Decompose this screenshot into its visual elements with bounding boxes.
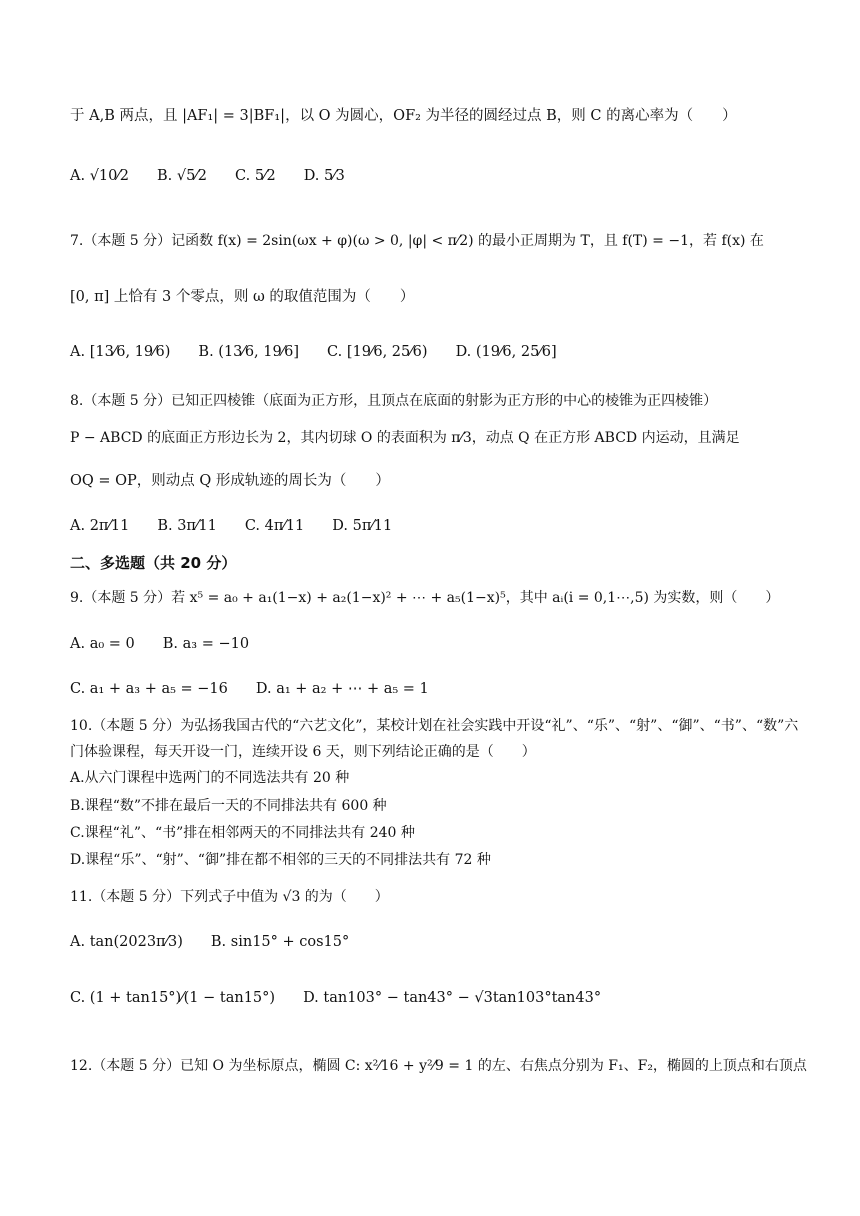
q9-option-a: A. a₀ = 0 [70, 636, 135, 652]
q7-option-c: C. [19⁄6, 25⁄6) [327, 344, 428, 360]
q11-option-d: D. tan103° − tan43° − √3tan103°tan43° [303, 990, 602, 1006]
section-heading-multi-choice: 二、多选题（共 20 分） [70, 554, 237, 572]
q9-stem: 9.（本题 5 分）若 x⁵ = a₀ + a₁(1−x) + a₂(1−x)² + ⋯ + a₅(1−x)⁵，其中 aᵢ(i = 0,1⋯,5) 为实数，则（ ） [70, 590, 780, 606]
q9-option-d: D. a₁ + a₂ + ⋯ + a₅ = 1 [255, 681, 429, 697]
q8-option-a: A. 2π⁄11 [70, 518, 130, 534]
q7-option-d: D. (19⁄6, 25⁄6] [455, 344, 557, 360]
q8-stem-line1: 8.（本题 5 分）已知正四棱锥（底面为正方形，且顶点在底面的射影为正方形的中心的棱锥为正四棱锥） [70, 393, 718, 409]
q11-option-c: C. (1 + tan15°)⁄(1 − tan15°) [70, 990, 276, 1006]
q6-option-c: C. 5⁄2 [235, 168, 276, 184]
q11-option-b: B. sin15° + cos15° [210, 934, 350, 950]
q8-stem-line2: P − ABCD 的底面正方形边长为 2，其内切球 O 的表面积为 π⁄3，动点 Q 在正方形 ABCD 内运动，且满足 [70, 430, 740, 446]
q11-stem: 11.（本题 5 分）下列式子中值为 √3 的为（ ） [70, 889, 389, 905]
q9-options-row2 [70, 677, 820, 701]
q7-option-b: B. (13⁄6, 19⁄6] [198, 344, 300, 360]
q9-option-c: C. a₁ + a₃ + a₅ = −16 [70, 681, 228, 697]
q6-options [70, 164, 820, 188]
q11-options-row1 [70, 930, 820, 954]
q6-stem: 于 A,B 两点，且 |AF₁| = 3|BF₁|，以 O 为圆心，OF₂ 为半径的圆经过点 B，则 C 的离心率为（ ） [70, 108, 737, 124]
q6-option-d: D. 5⁄3 [303, 168, 345, 184]
q7-option-a: A. [13⁄6, 19⁄6) [70, 344, 171, 360]
q10-option-d: D.课程“乐”、“射”、“御”排在都不相邻的三天的不同排法共有 72 种 [70, 852, 491, 868]
q7-options [70, 340, 820, 364]
q6-option-a: A. √10⁄2 [70, 168, 130, 184]
q9-options-row1 [70, 632, 820, 656]
q11-options-row2 [70, 986, 820, 1010]
q10-option-b: B.课程“数”不排在最后一天的不同排法共有 600 种 [70, 798, 387, 814]
q9-option-b: B. a₃ = −10 [162, 636, 250, 652]
q6-option-b: B. √5⁄2 [157, 168, 208, 184]
q7-stem-line2: [0, π] 上恰有 3 个零点，则 ω 的取值范围为（ ） [70, 289, 415, 305]
q10-option-a: A.从六门课程中选两门的不同选法共有 20 种 [70, 770, 350, 786]
q8-option-c: C. 4π⁄11 [244, 518, 305, 534]
q12-stem: 12.（本题 5 分）已知 O 为坐标原点，椭圆 C: x²⁄16 + y²⁄9 = 1 的左、右焦点分别为 F₁、F₂，椭圆的上顶点和右顶点 [70, 1058, 807, 1074]
q8-stem-line3: OQ = OP，则动点 Q 形成轨迹的周长为（ ） [70, 473, 390, 489]
q10-stem-line2: 门体验课程，每天开设一门，连续开设 6 天，则下列结论正确的是（ ） [70, 744, 536, 760]
q8-option-d: D. 5π⁄11 [332, 518, 393, 534]
q7-stem-line1: 7.（本题 5 分）记函数 f(x) = 2sin(ωx + φ)(ω > 0, |φ| < π⁄2) 的最小正周期为 T，且 f(T) = −1，若 f(x) 在 [70, 233, 764, 249]
q10-stem-line1: 10.（本题 5 分）为弘扬我国古代的“六艺文化”，某校计划在社会实践中开设“礼”、“乐”、“射”、“御”、“书”、“数”六 [70, 718, 799, 734]
q10-option-c: C.课程“礼”、“书”排在相邻两天的不同排法共有 240 种 [70, 825, 415, 841]
q8-option-b: B. 3π⁄11 [157, 518, 217, 534]
q8-options [70, 514, 820, 538]
q11-option-a: A. tan(2023π⁄3) [70, 934, 183, 950]
